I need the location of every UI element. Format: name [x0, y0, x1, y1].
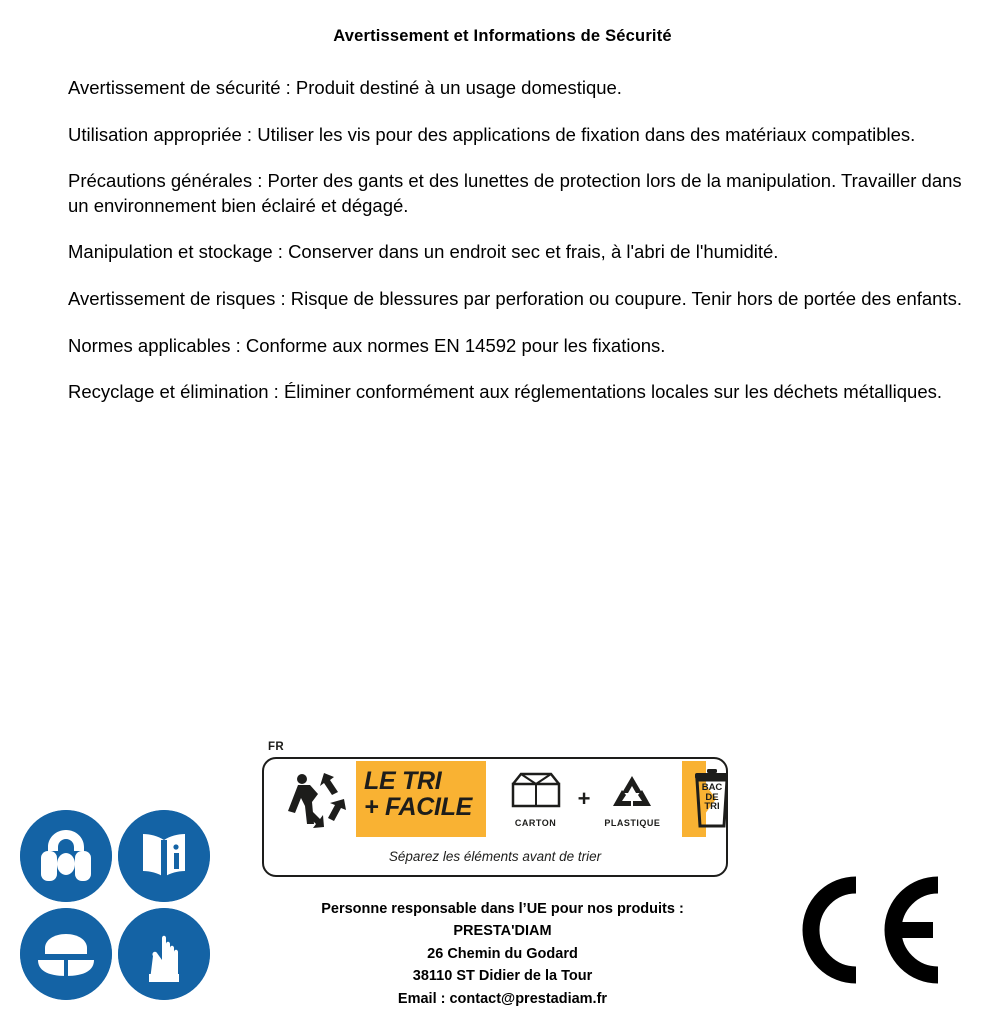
material-carton-label: CARTON [514, 818, 557, 828]
paragraph-handling-storage: Manipulation et stockage : Conserver dans un endroit sec et frais, à l'abri de l'humidité. [68, 241, 779, 263]
label-headline [364, 769, 484, 820]
materials-separator: + [577, 786, 591, 811]
bin-label-line3: TRI [704, 801, 720, 813]
carton-box-icon [505, 770, 567, 812]
bin-label-line2: DE [705, 791, 719, 803]
recycle-triangle-icon [601, 770, 663, 812]
paragraph-safety-warning: Avertissement de sécurité : Produit destiné à un usage domestique. [68, 77, 622, 98]
paragraph-proper-use: Utilisation appropriée : Utiliser les vis pour des applications de fixation dans des matériaux compatibles. [68, 123, 916, 145]
company-city: 38110 ST Didier de la Tour [412, 968, 593, 985]
document-body [0, 76, 1005, 405]
materials-zone [486, 761, 682, 837]
country-tag: FR [268, 741, 285, 753]
recycling-label [262, 741, 724, 873]
paragraph-risk-warning: Avertissement de risques : Risque de blessures par perforation ou coupure. Tenir hors de portée des enfants. [68, 287, 962, 309]
bin-icon [686, 767, 728, 831]
material-plastique [596, 770, 668, 828]
company-email: Email : contact@prestadiam.fr [397, 990, 608, 1007]
recycling-label-box [262, 757, 728, 877]
ce-mark-icon [798, 875, 948, 985]
paragraph-standards: Normes applicables : Conforme aux normes EN 14592 pour les fixations. [68, 334, 666, 356]
responsible-person-region: UE [526, 901, 547, 917]
label-footer: Séparez les éléments avant de trier [388, 848, 602, 864]
responsible-person-prefix: Personne responsable dans l’ [321, 901, 527, 917]
company-street: 26 Chemin du Godard [427, 945, 578, 962]
bin-label-line1: BAC [701, 782, 723, 793]
label-headline-line2: + FACILE [364, 792, 473, 821]
ear-protection-icon [20, 810, 112, 902]
paragraph-recycling: Recyclage et élimination : Éliminer conformément aux réglementations locales sur les déchets métalliques. [68, 381, 943, 403]
paragraph-general-precautions: Précautions générales : Porter des gants et des lunettes de protection lors de la manipulation. Travailler dans un environnement bien éclairé et dégagé. [68, 170, 962, 216]
material-plastique-label: PLASTIQUE [604, 818, 661, 828]
page-title: Avertissement et Informations de Sécurité [333, 27, 672, 45]
read-instructions-icon [118, 810, 210, 902]
triman-icon [272, 765, 356, 835]
responsible-person-suffix: pour nos produits : [546, 901, 684, 917]
material-carton [500, 770, 572, 828]
label-headline-line1: LE TRI [364, 767, 442, 795]
bin-label [694, 783, 728, 812]
company-name: PRESTA'DIAM [453, 923, 552, 940]
document-page [0, 27, 1005, 1032]
